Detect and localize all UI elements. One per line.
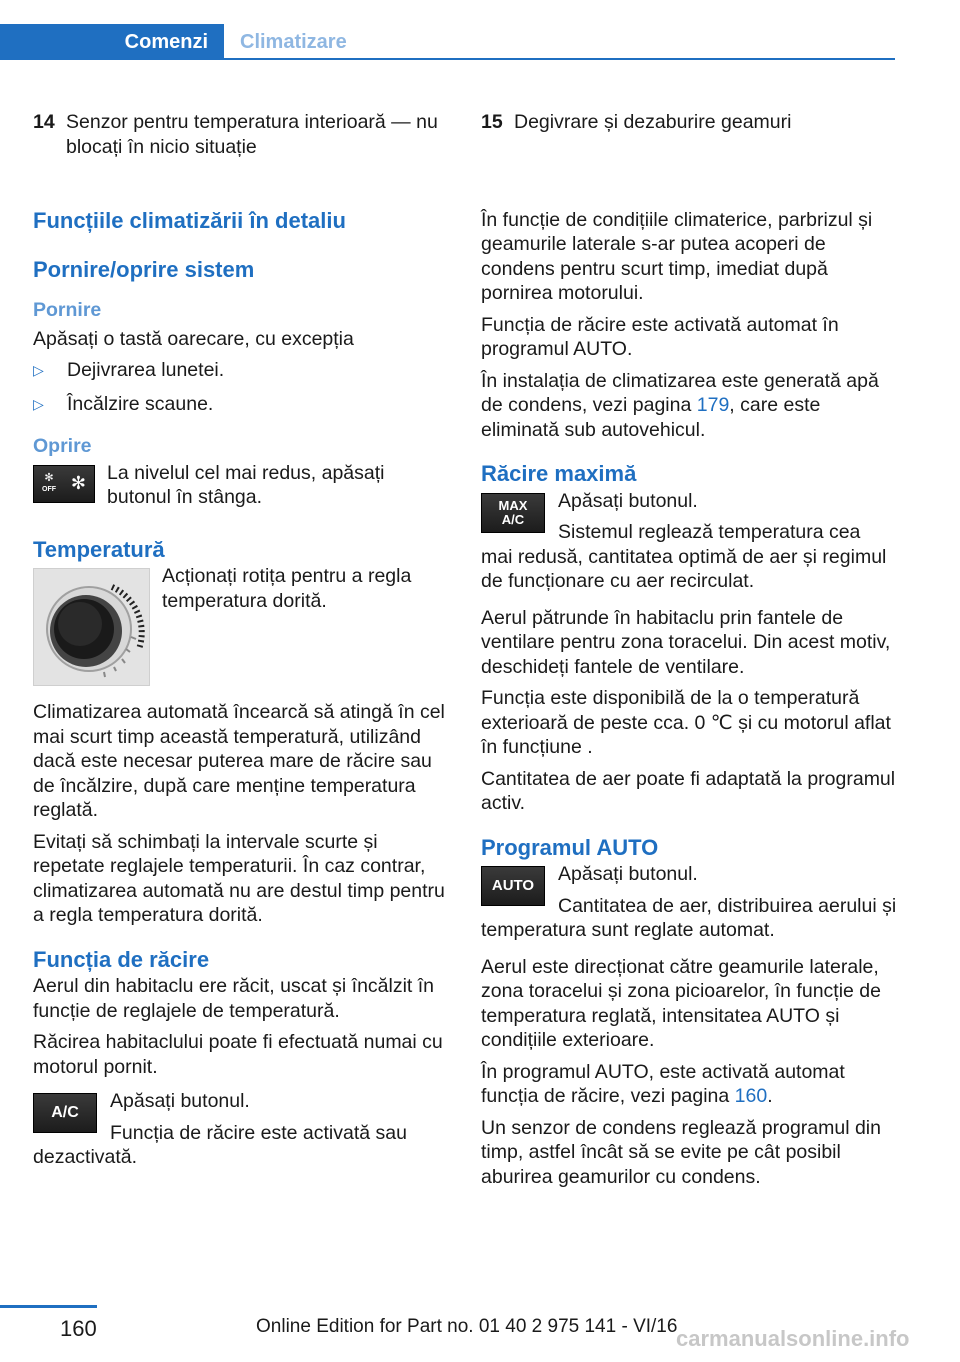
section-title: Funcțiile climatizării în detaliu xyxy=(33,208,346,233)
bullet-item xyxy=(33,392,449,417)
legend-item-15 xyxy=(481,110,897,135)
paragraph: Funcția de răcire este activată automat în programul AUTO. xyxy=(481,313,839,360)
paragraph: În funcție de condițiile climaterice, parbrizul și geamurile laterale s-ar putea acoperi de condens pentru scurt timp, imediat după pornirea motorului. xyxy=(481,208,873,304)
paragraph: Cantitatea de aer poate fi adaptată la programul activ. xyxy=(481,767,896,814)
right-column xyxy=(481,110,897,1196)
heading-oprire: Oprire xyxy=(33,435,92,457)
subsection-title-temperature: Temperatură xyxy=(33,536,165,562)
fan-large-icon: ✻ xyxy=(70,473,86,494)
bullet-text: Încălzire scaune. xyxy=(67,392,214,415)
page-number: 160 xyxy=(60,1316,97,1341)
legend-text: Senzor pentru temperatura interioară — nu blocați în nicio situație xyxy=(66,111,438,158)
legend-number: 14 xyxy=(33,111,55,133)
max-row xyxy=(481,489,897,594)
tab-climatizare[interactable]: Climatizare xyxy=(240,30,347,53)
paragraph: Un senzor de condens reglează programul din timp, astfel încât să se evite pe cât posibil aburirea geamurilor cu condens. xyxy=(481,1116,881,1188)
auto-row xyxy=(481,862,897,943)
temperature-row xyxy=(33,564,449,686)
auto-button-image: AUTO xyxy=(481,866,545,906)
max-description: Sistemul reglează temperatura cea mai redusă, cantitatea optimă de aer și regimul de funcționare cu aer recirculat. xyxy=(481,521,887,592)
temperature-knob-image xyxy=(33,568,150,686)
ac-button-image: A/C xyxy=(33,1093,97,1133)
oprire-text: La nivelul cel mai redus, apăsați butonul în stânga. xyxy=(107,461,385,508)
legend-text: Degivrare și dezaburire geamuri xyxy=(514,111,792,133)
watermark: carmanualsonline.info xyxy=(676,1326,910,1351)
page-link-179[interactable]: 179 xyxy=(696,394,730,416)
max-ac-button-image: MAX A/C xyxy=(481,493,545,533)
legend-number: 15 xyxy=(481,111,503,133)
subsection-title-auto: Programul AUTO xyxy=(481,834,659,860)
ac-row xyxy=(33,1089,449,1170)
paragraph: Apăsați o tastă oarecare, cu excepția xyxy=(33,327,354,350)
max-instruction: Apăsați butonul. xyxy=(558,489,698,512)
bullet-item xyxy=(33,358,449,383)
subsection-title-cooling: Funcția de răcire xyxy=(33,946,210,972)
tab-comenzi[interactable]: Comenzi xyxy=(0,24,224,60)
paragraph-with-link: În programul AUTO, este activată automat funcția de răcire, vezi pagina 160. xyxy=(481,1060,845,1107)
paragraph: Aerul din habitaclu ere răcit, uscat și încălzit în funcție de reglajele de temperatură. xyxy=(33,975,435,1022)
paragraph: Aerul pătrunde în habitaclu prin fantele de ventilare pentru zona toracelui. Din acest motiv, deschideți fantele de ventilare. xyxy=(481,606,891,678)
paragraph: Evitați să schimbați la intervale scurte și repetate reglajele temperaturii. În caz contrar, climatizarea automată nu are destul timp pentru a regla temperatura dorită. xyxy=(33,830,445,926)
edition-info: Online Edition for Part no. 01 40 2 975 141 - VI/16 xyxy=(256,1316,678,1337)
paragraph-with-link: În instalația de climatizarea este generată apă de condens, vezi pagina 179, care este eliminată sub autovehicul. xyxy=(481,369,879,441)
paragraph: Răcirea habitaclului poate fi efectuată numai cu motorul pornit. xyxy=(33,1031,443,1078)
legend-item-14 xyxy=(33,110,449,159)
footer-accent-line xyxy=(0,1305,97,1308)
paragraph: Aerul este direcționat către geamurile laterale, zona toracelui și zona picioarelor, în funcție de temperatura reglată, intensitatea AUTO și condițiile exterioare. xyxy=(481,955,881,1051)
triangle-bullet-icon: ▷ xyxy=(33,395,44,412)
oprire-row xyxy=(33,461,449,510)
left-column xyxy=(33,110,449,1184)
page-link-160[interactable]: 160 xyxy=(734,1085,768,1107)
paragraph: Climatizarea automată încearcă să atingă în cel mai scurt timp această temperatură, utilizând dacă este necesar puterea mare de răcire sau de încălzire, după care menține temperatura reglată. xyxy=(33,701,445,821)
header-tabbar xyxy=(0,24,895,60)
triangle-bullet-icon: ▷ xyxy=(33,362,44,378)
ac-instruction: Apăsați butonul. xyxy=(110,1090,250,1112)
auto-instruction: Apăsați butonul. xyxy=(558,863,698,885)
subsection-title-onoff: Pornire/oprire sistem xyxy=(33,256,255,282)
auto-description: Cantitatea de aer, distribuirea aerului și temperatura sunt reglate automat. xyxy=(481,894,897,941)
header-divider xyxy=(224,58,895,60)
ac-description: Funcția de răcire este activată sau dezactivată. xyxy=(33,1121,407,1168)
heading-pornire: Pornire xyxy=(33,299,102,321)
temperature-instruction: Acționați rotița pentru a regla temperatura dorită. xyxy=(162,565,412,612)
fan-small-icon: ✻ OFF xyxy=(42,471,56,493)
rotary-knob-icon xyxy=(34,569,149,685)
bullet-text: Dejivrarea lunetei. xyxy=(67,359,225,381)
paragraph: Funcția este disponibilă de la o temperatură exterioară de peste cca. 0 ℃ și cu motorul aflat în funcțiune . xyxy=(481,687,891,758)
fan-off-button-image xyxy=(33,465,95,503)
subsection-title-max-cooling: Răcire maximă xyxy=(481,461,637,486)
